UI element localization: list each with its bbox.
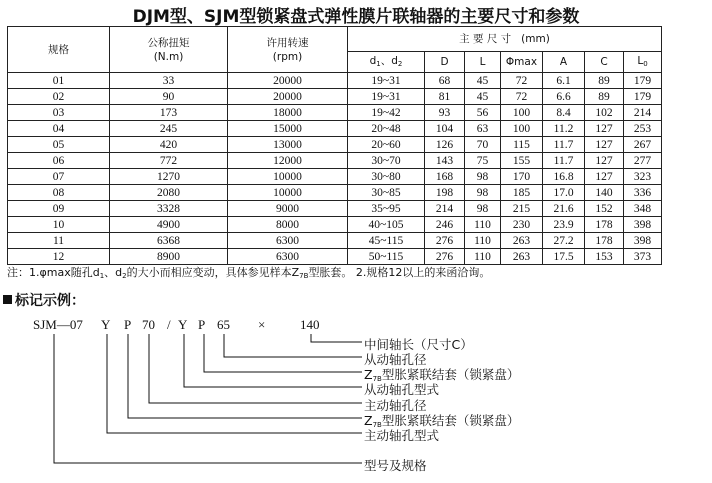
callout-line-drive-z7b xyxy=(128,334,362,418)
cell-A: 21.6 xyxy=(543,201,585,217)
cell-L0: 348 xyxy=(624,201,662,217)
cell-C: 127 xyxy=(585,121,624,137)
cell-D: 276 xyxy=(425,233,465,249)
label-model-spec: 型号及规格 xyxy=(364,458,427,473)
label-driven-type: 从动轴孔型式 xyxy=(364,382,440,397)
cell-d12: 20~60 xyxy=(348,137,425,153)
cell-spec: 08 xyxy=(8,185,110,201)
cell-torque: 8900 xyxy=(110,249,228,265)
cell-L: 98 xyxy=(465,169,501,185)
cell-D: 81 xyxy=(425,89,465,105)
cell-torque: 420 xyxy=(110,137,228,153)
cell-L: 110 xyxy=(465,217,501,233)
cell-spec: 07 xyxy=(8,169,110,185)
code-times: × xyxy=(258,317,266,332)
cell-speed: 6300 xyxy=(228,233,348,249)
cell-phimax: 215 xyxy=(501,201,543,217)
cell-phimax: 100 xyxy=(501,121,543,137)
code-part-3: 70 xyxy=(142,317,155,332)
label-intermediate-shaft: 中间轴长（尺寸C） xyxy=(364,337,473,352)
note-sub-3: 7B xyxy=(299,272,309,280)
cell-d12: 40~105 xyxy=(348,217,425,233)
cell-C: 89 xyxy=(585,89,624,105)
cell-spec: 09 xyxy=(8,201,110,217)
cell-L: 110 xyxy=(465,249,501,265)
cell-A: 27.2 xyxy=(543,233,585,249)
cell-L: 75 xyxy=(465,153,501,169)
cell-L: 56 xyxy=(465,105,501,121)
note-suffix: 型胀套。 2.规格12以上的来函洽询。 xyxy=(308,266,491,279)
cell-L: 63 xyxy=(465,121,501,137)
header-d12-d: d xyxy=(369,54,377,67)
code-part-4: Y xyxy=(178,317,188,332)
cell-d12: 20~48 xyxy=(348,121,425,137)
cell-L0: 398 xyxy=(624,233,662,249)
cell-L0: 267 xyxy=(624,137,662,153)
cell-L0: 253 xyxy=(624,121,662,137)
cell-spec: 03 xyxy=(8,105,110,121)
cell-speed: 20000 xyxy=(228,73,348,89)
cell-speed: 6300 xyxy=(228,249,348,265)
cell-L0: 277 xyxy=(624,153,662,169)
cell-D: 168 xyxy=(425,169,465,185)
cell-L: 45 xyxy=(465,73,501,89)
label-driven-z7b-text: 型胀紧联结套（锁紧盘） xyxy=(381,367,520,382)
cell-torque: 245 xyxy=(110,121,228,137)
header-L0-L: L xyxy=(637,54,644,67)
code-part-5: P xyxy=(198,317,206,332)
cell-A: 11.2 xyxy=(543,121,585,137)
cell-D: 126 xyxy=(425,137,465,153)
cell-C: 127 xyxy=(585,153,624,169)
label-drive-z7b-sub: 7B xyxy=(372,421,382,429)
cell-spec: 12 xyxy=(8,249,110,265)
cell-D: 276 xyxy=(425,249,465,265)
example-heading-text: 标记示例： xyxy=(15,293,85,309)
cell-L: 70 xyxy=(465,137,501,153)
header-L: L xyxy=(465,52,501,73)
cell-speed: 8000 xyxy=(228,217,348,233)
cell-phimax: 100 xyxy=(501,105,543,121)
cell-phimax: 72 xyxy=(501,89,543,105)
cell-D: 68 xyxy=(425,73,465,89)
cell-spec: 11 xyxy=(8,233,110,249)
cell-phimax: 230 xyxy=(501,217,543,233)
header-d12-sub1: 1 xyxy=(376,59,381,68)
cell-d12: 30~70 xyxy=(348,153,425,169)
note-sub-1: 1 xyxy=(99,272,105,280)
cell-L0: 179 xyxy=(624,89,662,105)
cell-A: 16.8 xyxy=(543,169,585,185)
header-dims: 主 要 尺 寸 (mm) xyxy=(348,27,662,52)
cell-d12: 19~31 xyxy=(348,73,425,89)
cell-D: 198 xyxy=(425,185,465,201)
cell-A: 6.1 xyxy=(543,73,585,89)
cell-d12: 30~80 xyxy=(348,169,425,185)
cell-C: 153 xyxy=(585,249,624,265)
cell-C: 178 xyxy=(585,233,624,249)
note-mid-1: 、d xyxy=(104,266,123,279)
cell-speed: 10000 xyxy=(228,169,348,185)
cell-spec: 05 xyxy=(8,137,110,153)
cell-C: 127 xyxy=(585,137,624,153)
label-drive-type: 主动轴孔型式 xyxy=(364,428,440,443)
cell-torque: 173 xyxy=(110,105,228,121)
header-phimax: Φmax xyxy=(501,52,543,73)
cell-A: 11.7 xyxy=(543,153,585,169)
cell-A: 8.4 xyxy=(543,105,585,121)
cell-torque: 90 xyxy=(110,89,228,105)
cell-C: 102 xyxy=(585,105,624,121)
cell-A: 23.9 xyxy=(543,217,585,233)
header-speed-unit: (rpm) xyxy=(272,50,303,63)
header-L0-sub: 0 xyxy=(643,59,648,68)
label-drive-bore: 主动轴孔径 xyxy=(364,398,427,413)
cell-d12: 30~85 xyxy=(348,185,425,201)
callout-line-drive-bore xyxy=(149,334,362,403)
cell-A: 17.5 xyxy=(543,249,585,265)
cell-D: 246 xyxy=(425,217,465,233)
cell-speed: 15000 xyxy=(228,121,348,137)
cell-torque: 3328 xyxy=(110,201,228,217)
cell-C: 89 xyxy=(585,73,624,89)
cell-phimax: 155 xyxy=(501,153,543,169)
cell-spec: 04 xyxy=(8,121,110,137)
cell-D: 143 xyxy=(425,153,465,169)
header-torque-label: 公称扭矩 xyxy=(147,36,190,49)
page-title: DJM型、SJM型锁紧盘式弹性膜片联轴器的主要尺寸和参数 xyxy=(132,7,580,27)
cell-torque: 6368 xyxy=(110,233,228,249)
cell-torque: 4900 xyxy=(110,217,228,233)
cell-spec: 06 xyxy=(8,153,110,169)
cell-L: 98 xyxy=(465,185,501,201)
cell-phimax: 170 xyxy=(501,169,543,185)
cell-A: 6.6 xyxy=(543,89,585,105)
cell-d12: 35~95 xyxy=(348,201,425,217)
cell-A: 11.7 xyxy=(543,137,585,153)
cell-spec: 01 xyxy=(8,73,110,89)
header-spec: 规格 xyxy=(8,27,110,73)
cell-phimax: 185 xyxy=(501,185,543,201)
cell-spec: 02 xyxy=(8,89,110,105)
code-part-1: Y xyxy=(101,317,111,332)
cell-torque: 2080 xyxy=(110,185,228,201)
cell-speed: 18000 xyxy=(228,105,348,121)
callout-line-model xyxy=(54,334,362,463)
cell-C: 127 xyxy=(585,169,624,185)
label-driven-z7b-sub: 7B xyxy=(372,375,382,383)
note-mid-2: 的大小而相应变动，具体参见样本Z xyxy=(126,266,300,279)
cell-L: 110 xyxy=(465,233,501,249)
cell-speed: 13000 xyxy=(228,137,348,153)
cell-d12: 50~115 xyxy=(348,249,425,265)
cell-L: 98 xyxy=(465,201,501,217)
label-driven-bore: 从动轴孔径 xyxy=(364,352,427,367)
cell-L0: 398 xyxy=(624,217,662,233)
header-A: A xyxy=(543,52,585,73)
header-torque-unit: (N.m) xyxy=(153,50,184,63)
cell-D: 214 xyxy=(425,201,465,217)
note-sub-2: 2 xyxy=(122,272,127,280)
cell-D: 104 xyxy=(425,121,465,137)
cell-speed: 10000 xyxy=(228,185,348,201)
callout-line-driven-bore xyxy=(224,334,362,357)
header-D: D xyxy=(425,52,465,73)
cell-C: 178 xyxy=(585,217,624,233)
code-model: SJM—07 xyxy=(33,317,83,332)
cell-speed: 12000 xyxy=(228,153,348,169)
cell-L0: 179 xyxy=(624,73,662,89)
cell-L: 45 xyxy=(465,89,501,105)
cell-speed: 20000 xyxy=(228,89,348,105)
label-drive-z7b-text: 型胀紧联结套（锁紧盘） xyxy=(381,413,520,428)
cell-L0: 373 xyxy=(624,249,662,265)
cell-torque: 772 xyxy=(110,153,228,169)
cell-phimax: 115 xyxy=(501,137,543,153)
cell-phimax: 72 xyxy=(501,73,543,89)
code-part-2: P xyxy=(124,317,132,332)
label-drive-z7b-z: Z xyxy=(364,413,373,428)
cell-spec: 10 xyxy=(8,217,110,233)
cell-L0: 214 xyxy=(624,105,662,121)
cell-C: 152 xyxy=(585,201,624,217)
cell-speed: 9000 xyxy=(228,201,348,217)
code-slash: / xyxy=(167,317,171,332)
label-driven-z7b-z: Z xyxy=(364,367,373,382)
cell-phimax: 263 xyxy=(501,249,543,265)
header-C: C xyxy=(585,52,624,73)
cell-d12: 45~115 xyxy=(348,233,425,249)
code-part-7: 140 xyxy=(300,317,320,332)
header-d12-mid: 、d xyxy=(380,54,398,67)
header-speed-label: 许用转速 xyxy=(266,36,309,49)
cell-L0: 336 xyxy=(624,185,662,201)
code-part-6: 65 xyxy=(217,317,230,332)
cell-L0: 323 xyxy=(624,169,662,185)
cell-A: 17.0 xyxy=(543,185,585,201)
note-prefix: 注：1.φmax随孔d xyxy=(7,266,100,279)
cell-torque: 33 xyxy=(110,73,228,89)
cell-D: 93 xyxy=(425,105,465,121)
callout-line-length xyxy=(311,334,362,342)
callout-line-driven-z7b xyxy=(204,334,362,372)
cell-d12: 19~42 xyxy=(348,105,425,121)
cell-C: 140 xyxy=(585,185,624,201)
cell-phimax: 263 xyxy=(501,233,543,249)
header-d12-sub2: 2 xyxy=(397,59,403,68)
cell-d12: 19~31 xyxy=(348,89,425,105)
cell-torque: 1270 xyxy=(110,169,228,185)
